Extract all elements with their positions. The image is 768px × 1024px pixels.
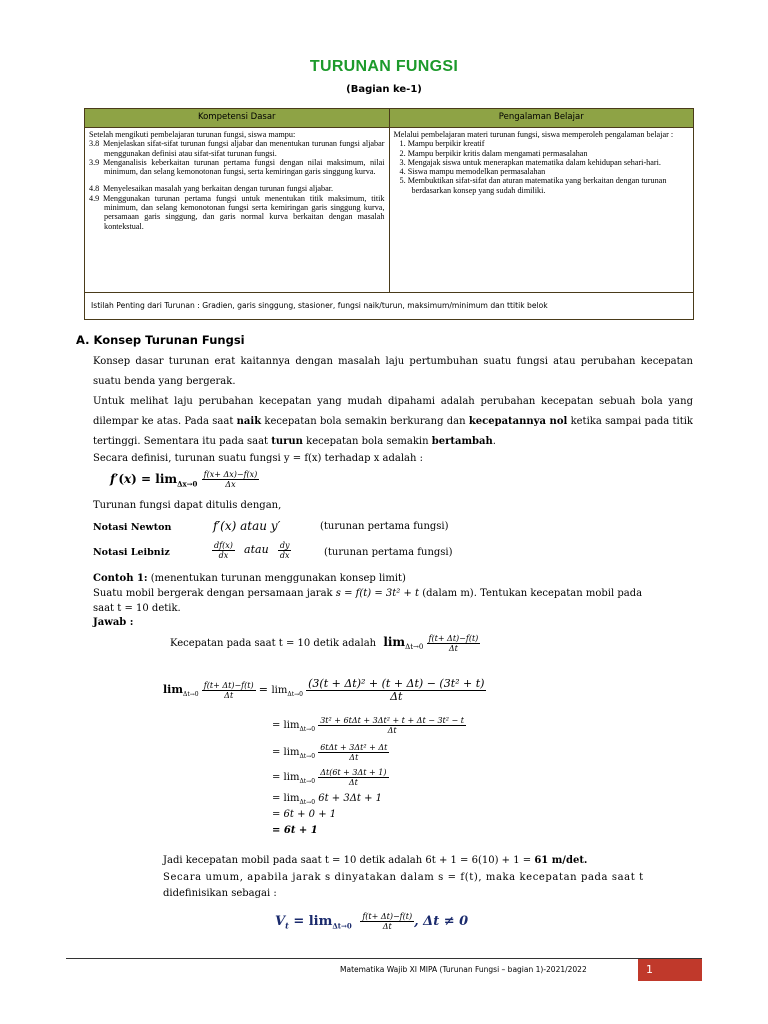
kd-item: 4.9 Menggunakan turunan pertama fungsi untuk menentukan titik maksimum, titik minimum, dan selang kemonotonan fungsi serta kemiringan garis singgung kurva, persamaan garis singgung, dan garis normal kurva berkaitan dengan masalah kontekstual. <box>89 193 385 231</box>
leibniz-note: (turunan pertama fungsi) <box>324 547 453 558</box>
kd-item: 3.8 Menjelaskan sifat-sifat turunan fungsi aljabar dan menentukan turunan fungsi aljabar menggunakan definisi atau sifat-sifat turunan fungsi. <box>89 139 385 158</box>
step-4: = $\lim_{\Delta t\to 0} 6t + 3\Delta t + 1$ <box>272 793 383 806</box>
pb-item: 1. Mampu berpikir kreatif <box>399 139 485 149</box>
section-heading: A. Konsep Turunan Fungsi <box>76 333 245 347</box>
leibniz-expr: $\frac{df(x)}{dx}$ atau $\frac{dy}{dx}$ <box>214 541 290 560</box>
velocity-formula: $V_t = \lim_{\Delta t\to 0}$ $\frac{f(t+ \Delta t)-f(t)}{\Delta t}$ , Δt ≠ 0 <box>275 912 469 931</box>
soal-line-2: saat t = 10 detik. <box>93 603 181 614</box>
page-number: 1 <box>646 963 653 976</box>
newton-note: (turunan pertama fungsi) <box>320 521 449 532</box>
kd-intro: Setelah mengikuti pembelajaran turunan fungsi, siswa mampu: <box>89 130 296 139</box>
page-number-box <box>638 959 702 981</box>
pb-item: 4. Siswa mampu memodelkan permasalahan <box>399 167 546 177</box>
step-3: = $\lim_{\Delta t\to 0}$ $\frac{\Delta t(6t + 3\Delta t + 1)}{\Delta t}$ <box>272 768 387 787</box>
umum-line-2: didefinisikan sebagai : <box>163 888 277 899</box>
istilah-penting: Istilah Penting dari Turunan : Gradien, garis singgung, stasioner, fungsi naik/turun, maksimum/minimum dan ttitik belok <box>85 293 694 320</box>
umum-line-1: Secara umum, apabila jarak s dinyatakan dalam s = f(t), maka kecepatan pada saat t <box>163 872 644 883</box>
jawab-label: Jawab : <box>93 617 134 628</box>
definition-line: Secara definisi, turunan suatu fungsi y = f(x) terhadap x adalah : <box>93 453 423 464</box>
kd-item: 4.8 Menyelesaikan masalah yang berkaitan dengan turunan fungsi aljabar. <box>89 184 334 194</box>
newton-expr: f′(x) atau y′ <box>213 519 281 533</box>
contoh-1: Contoh 1: (menentukan turunan menggunakan konsep limit) <box>93 573 406 584</box>
step-5: = 6t + 0 + 1 <box>272 809 337 820</box>
step-2: = $\lim_{\Delta t\to 0}$ $\frac{\text{6tΔt + 3Δt² + Δt}}{\Delta t}$ <box>272 743 388 762</box>
page-subtitle: (Bagian ke-1) <box>346 84 422 95</box>
pb-cell <box>389 128 694 293</box>
paragraph-bola: Untuk melihat laju perubahan kecepatan yang mudah dipahami adalah perubahan kecepatan sebuah bola yang dilempar ke atas. Pada saat naik kecepatan bola semakin berkurang dan kecepatannya nol ketika sampai pada titik tertinggi. Sementara itu pada saat turun kecepatan bola semakin bertambah. <box>93 396 693 447</box>
footer-text: Matematika Wajib XI MIPA (Turunan Fungsi – bagian 1)-2021/2022 <box>340 965 587 974</box>
step-6: = 6t + 1 <box>272 825 318 836</box>
notasi-intro: Turunan fungsi dapat ditulis dengan, <box>93 500 282 511</box>
kecepatan-line: Kecepatan pada saat t = 10 detik adalah $\lim_{\Delta t\to 0}$ $\frac{f(t+ \Delta t)-f(t)}{\Delta t}$ <box>170 634 479 653</box>
col-pengalaman-header: Pengalaman Belajar <box>389 109 694 128</box>
kd-cell <box>85 128 390 293</box>
kd-item: 3.9 Menganalisis keberkaitan turunan pertama fungsi dengan nilai maksimum, nilai minimum, dan selang kemonotonan fungsi, serta kemiringan garis singgung kurva. <box>89 157 385 177</box>
derivative-definition: $f'(x) = \lim_{\Delta x\to 0}$ $\frac{f(x+ \Delta x)-f(x)}{\Delta x}$ <box>110 470 258 489</box>
leibniz-label: Notasi Leibniz <box>93 547 170 558</box>
col-kompetensi-header: Kompetensi Dasar <box>85 109 390 128</box>
newton-label: Notasi Newton <box>93 522 172 533</box>
paragraph-intro: Konsep dasar turunan erat kaitannya dengan masalah laju pertumbuhan suatu fungsi atau perubahan kecepatan suatu benda yang bergerak. <box>93 356 693 387</box>
footer-divider <box>66 958 702 959</box>
competency-table <box>84 108 694 320</box>
step-1: = $\lim_{\Delta t\to 0}$ $\frac{\text{3t² + 6tΔt + 3Δt² + t + Δt − 3t² − t}}{\Delta t}$ <box>272 716 464 735</box>
pb-intro: Melalui pembelajaran materi turunan fungsi, siswa memperoleh pengalaman belajar : <box>393 130 674 139</box>
step-0: $\lim_{\Delta t\to 0}$ $\frac{f(t+ \Delta t)-f(t)}{\Delta t}$ = $\lim_{\Delta t\to 0}$ $\frac{\text{(3(t + Δt)² + (t + Δt) − (3t² + t)}}{\Delta t}$ <box>163 677 485 703</box>
soal-line-1: Suatu mobil bergerak dengan persamaan jarak s = f(t) = 3t² + t (dalam m). Tentukan kecepatan mobil pada <box>93 588 643 599</box>
pb-item: 5. Membuktikan sifat-sifat dan aturan matematika yang berkaitan dengan turunan berdasarkan konsep yang sudah dimiliki. <box>399 176 667 195</box>
pb-item: 3. Mengajak siswa untuk menerapkan matematika dalam kehidupan sehari-hari. <box>399 157 661 167</box>
pb-item: 2. Mampu berpikir kritis dalam mengamati permasalahan <box>399 148 588 158</box>
conclusion: Jadi kecepatan mobil pada saat t = 10 detik adalah 6t + 1 = 6(10) + 1 = 61 m/det. <box>163 855 588 866</box>
page-title: TURUNAN FUNGSI <box>309 58 459 75</box>
